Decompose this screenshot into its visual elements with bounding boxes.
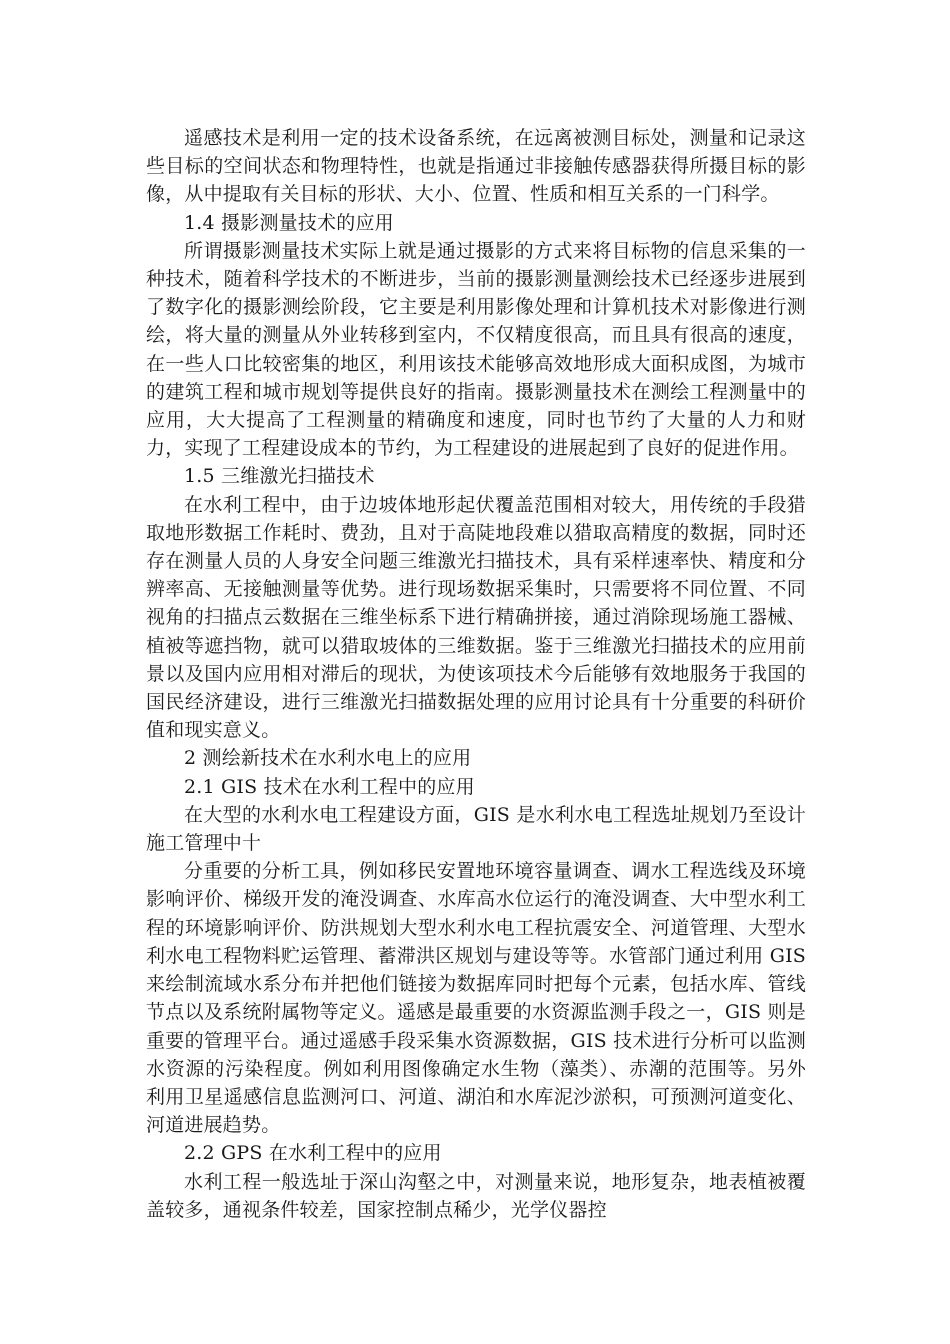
heading-2-new-surveying-tech: 2 测绘新技术在水利水电上的应用 xyxy=(184,747,472,770)
heading-2-2-gps: 2.2 GPS 在水利工程中的应用 xyxy=(184,1142,442,1165)
paragraph-gis-detail: 分重要的分析工具，例如移民安置地环境容量调查、调水工程选线及环境影响评价、梯级开发的淹没调查、水库高水位运行的淹没调查、大中型水利工程的环境影响评价、防洪规划大型水利水电工程抗震安全、河道管理、大型水利水电工程物料贮运管理、蓄滞洪区规划与建设等等。水管部门通过利用 GIS 来绘制流域水系分布并把他们链接为数据库同时把每个元素，包括水库、管线节点以及系统附属物等定义。遥感是最重要的水资源监测手段之一，GIS 则是重要的管理平台。通过遥感手段采集水资源数据，GIS 技术进行分析可以监测水资源的污染程度。例如利用图像确定水生物（藻类）、赤潮的范围等。另外利用卫星遥感信息监测河口、河道、湖泊和水库泥沙淤积，可预测河道变化、河道进展趋势。 xyxy=(146,860,806,1137)
heading-1-5-3d-laser-scanning: 1.5 三维激光扫描技术 xyxy=(184,465,375,488)
paragraph-3d-laser-scanning: 在水利工程中，由于边坡体地形起伏覆盖范围相对较大，用传统的手段猎取地形数据工作耗时、费劲，且对于高陡地段难以猎取高精度的数据，同时还存在测量人员的人身安全问题三维激光扫描技术，具有采样速率快、精度和分辨率高、无接触测量等优势。进行现场数据采集时，只需要将不同位置、不同视角的扫描点云数据在三维坐标系下进行精确拼接，通过消除现场施工器械、植被等遮挡物，就可以猎取坡体的三维数据。鉴于三维激光扫描技术的应用前景以及国内应用相对滞后的现状，为使该项技术今后能够有效地服务于我国的国民经济建设，进行三维激光扫描数据处理的应用讨论具有十分重要的科研价值和现实意义。 xyxy=(146,493,806,742)
heading-2-1-gis: 2.1 GIS 技术在水利工程中的应用 xyxy=(184,775,475,798)
paragraph-gps: 水利工程一般选址于深山沟壑之中，对测量来说，地形复杂，地表植被覆盖较多，通视条件较差，国家控制点稀少，光学仪器控 xyxy=(146,1170,806,1221)
paragraph-photogrammetry: 所谓摄影测量技术实际上就是通过摄影的方式来将目标物的信息采集的一种技术，随着科学技术的不断进步，当前的摄影测量测绘技术已经逐步进展到了数字化的摄影测绘阶段，它主要是利用影像处理和计算机技术对影像进行测绘，将大量的测量从外业转移到室内，不仅精度很高，而且具有很高的速度，在一些人口比较密集的地区，利用该技术能够高效地形成大面积成图，为城市的建筑工程和城市规划等提供良好的指南。摄影测量技术在测绘工程测量中的应用，大大提高了工程测量的精确度和速度，同时也节约了大量的人力和财力，实现了工程建设成本的节约，为工程建设的进展起到了良好的促进作用。 xyxy=(146,239,806,460)
paragraph-gis-intro: 在大型的水利水电工程建设方面，GIS 是水利水电工程选址规划乃至设计施工管理中十 xyxy=(146,803,806,855)
paragraph-remote-sensing-definition: 遥感技术是利用一定的技术设备系统，在远离被测目标处，测量和记录这些目标的空间状态和物理特性，也就是指通过非接触传感器获得所摄目标的影像，从中提取有关目标的形状、大小、位置、性质和相互关系的一门科学。 xyxy=(146,127,806,206)
heading-1-4-photogrammetry: 1.4 摄影测量技术的应用 xyxy=(184,211,394,234)
document-body xyxy=(146,124,806,1224)
